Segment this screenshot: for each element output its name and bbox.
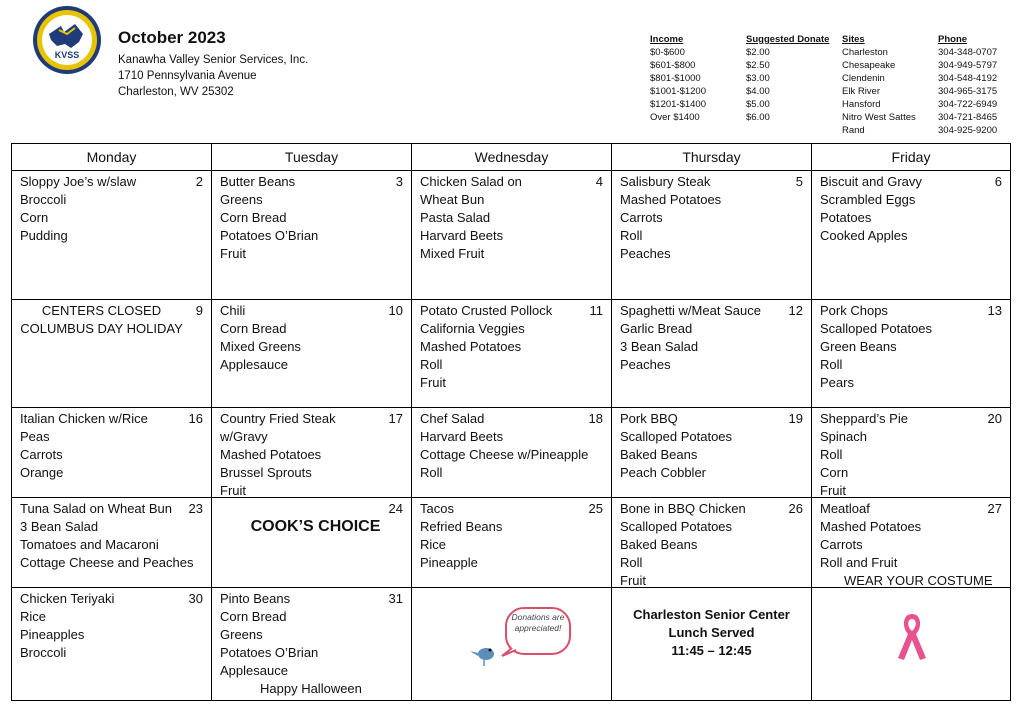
day-number: 19 bbox=[788, 411, 803, 426]
site-row: Chesapeake bbox=[842, 60, 896, 71]
menu-item: Applesauce bbox=[220, 357, 288, 372]
menu-item: Corn bbox=[20, 210, 49, 225]
menu-item: Cooked Apples bbox=[820, 228, 908, 243]
day-cell bbox=[12, 171, 212, 300]
day-header-monday: Monday bbox=[12, 144, 212, 171]
awareness-ribbon-icon bbox=[894, 610, 930, 667]
menu-item: Scalloped Potatoes bbox=[620, 429, 733, 444]
donate-column bbox=[746, 33, 829, 124]
menu-item: Harvard Beets bbox=[420, 228, 504, 243]
menu-item: Garlic Bread bbox=[620, 321, 693, 336]
menu-item: Spaghetti w/Meat Sauce bbox=[620, 303, 761, 318]
menu-item: Fruit bbox=[620, 573, 646, 588]
menu-item: Chicken Salad on bbox=[420, 174, 522, 189]
day-cell bbox=[212, 300, 412, 408]
menu-item: Salisbury Steak bbox=[620, 174, 711, 189]
day-cell bbox=[212, 588, 412, 700]
menu-item: Rice bbox=[20, 609, 47, 624]
day-header-tuesday: Tuesday bbox=[212, 144, 412, 171]
menu-item: Carrots bbox=[620, 210, 663, 225]
menu-item: Harvard Beets bbox=[420, 429, 504, 444]
menu-item: Sheppard’s Pie bbox=[820, 411, 908, 426]
menu-item: Mashed Potatoes bbox=[420, 339, 522, 354]
donate-row: $5.00 bbox=[746, 99, 770, 110]
day-header-friday: Friday bbox=[812, 144, 1010, 171]
menu-item: Peaches bbox=[620, 246, 671, 261]
menu-item: Happy Halloween bbox=[260, 681, 362, 696]
menu-item: Baked Beans bbox=[620, 537, 698, 552]
menu-item: Tuna Salad on Wheat Bun bbox=[20, 501, 173, 516]
menu-item: Greens bbox=[220, 192, 263, 207]
menu-item: 3 Bean Salad bbox=[620, 339, 699, 354]
menu-item: Cottage Cheese and Peaches bbox=[20, 555, 194, 570]
menu-item: Fruit bbox=[220, 483, 246, 498]
menu-item: Roll bbox=[620, 228, 643, 243]
menu-item: Butter Beans bbox=[220, 174, 296, 189]
menu-item: Pork BBQ bbox=[620, 411, 678, 426]
site-row: Rand bbox=[842, 125, 865, 136]
menu-item: Cottage Cheese w/Pineapple bbox=[420, 447, 589, 462]
menu-item: Mixed Fruit bbox=[420, 246, 485, 261]
menu-item: Potato Crusted Pollock bbox=[420, 303, 553, 318]
day-cell bbox=[812, 300, 1010, 408]
day-cell bbox=[412, 300, 612, 408]
day-cell bbox=[212, 408, 412, 498]
donate-row: $2.00 bbox=[746, 47, 770, 58]
menu-item: Chili bbox=[220, 303, 246, 318]
menu-item: Roll bbox=[420, 465, 443, 480]
center-info-line: Charleston Senior Center bbox=[633, 607, 790, 622]
day-header-thursday: Thursday bbox=[612, 144, 812, 171]
income-row: $601-$800 bbox=[650, 60, 696, 71]
site-row: Hansford bbox=[842, 99, 881, 110]
kvss-logo bbox=[31, 4, 103, 76]
day-cell bbox=[12, 588, 212, 700]
day-number: 31 bbox=[388, 591, 403, 606]
day-cell bbox=[412, 498, 612, 588]
menu-item: Country Fried Steak bbox=[220, 411, 336, 426]
menu-item: Chicken Teriyaki bbox=[20, 591, 115, 606]
menu-item: Fruit bbox=[220, 246, 246, 261]
donations-text: Donations are appreciated! bbox=[511, 612, 565, 633]
header-block bbox=[118, 28, 308, 100]
day-cell bbox=[612, 588, 812, 700]
menu-item: Scrambled Eggs bbox=[820, 192, 916, 207]
menu-item: Fruit bbox=[420, 375, 446, 390]
donate-row: $4.00 bbox=[746, 86, 770, 97]
menu-item: Potatoes bbox=[820, 210, 872, 225]
menu-item: Scalloped Potatoes bbox=[620, 519, 733, 534]
menu-item: Roll bbox=[420, 357, 443, 372]
donate-row: $2.50 bbox=[746, 60, 770, 71]
day-cell bbox=[12, 498, 212, 588]
day-number: 18 bbox=[588, 411, 603, 426]
phone-row: 304-348-0707 bbox=[938, 47, 998, 58]
phone-row: 304-949-5797 bbox=[938, 60, 998, 71]
day-number: 2 bbox=[195, 174, 203, 189]
day-cell bbox=[212, 171, 412, 300]
site-row: Clendenin bbox=[842, 73, 885, 84]
page-title: October 2023 bbox=[118, 28, 226, 47]
menu-item: Pinto Beans bbox=[220, 591, 291, 606]
menu-item: Pudding bbox=[20, 228, 68, 243]
donate-header: Suggested Donate bbox=[746, 34, 830, 45]
menu-item: Pineapples bbox=[20, 627, 85, 642]
menu-item: Sloppy Joe’s w/slaw bbox=[20, 174, 137, 189]
menu-item: Fruit bbox=[820, 483, 846, 498]
day-number: 13 bbox=[987, 303, 1002, 318]
day-cell bbox=[612, 300, 812, 408]
day-number: 4 bbox=[595, 174, 603, 189]
menu-item: Roll and Fruit bbox=[820, 555, 898, 570]
phone-row: 304-722-6949 bbox=[938, 99, 998, 110]
day-number: 12 bbox=[788, 303, 803, 318]
day-cell bbox=[412, 171, 612, 300]
cooks-choice: COOK’S CHOICE bbox=[250, 518, 381, 535]
day-number: 9 bbox=[195, 303, 203, 318]
income-row: $801-$1000 bbox=[650, 73, 701, 84]
day-number: 5 bbox=[795, 174, 803, 189]
day-cell bbox=[812, 588, 1010, 700]
menu-item: Tomatoes and Macaroni bbox=[20, 537, 159, 552]
day-cell bbox=[12, 300, 212, 408]
logo-label: KVSS bbox=[54, 50, 80, 60]
menu-item: Potatoes O’Brian bbox=[220, 228, 319, 243]
menu-item: Carrots bbox=[20, 447, 63, 462]
day-header-wednesday: Wednesday bbox=[412, 144, 612, 171]
day-number: 20 bbox=[987, 411, 1002, 426]
day-number: 3 bbox=[395, 174, 403, 189]
day-number: 30 bbox=[188, 591, 203, 606]
day-cell bbox=[412, 408, 612, 498]
menu-item: Bone in BBQ Chicken bbox=[620, 501, 746, 516]
donate-row: $3.00 bbox=[746, 73, 770, 84]
menu-item: Greens bbox=[220, 627, 263, 642]
site-row: Elk River bbox=[842, 86, 881, 97]
holiday-note: COLUMBUS DAY HOLIDAY bbox=[20, 321, 183, 336]
menu-item: Peaches bbox=[620, 357, 671, 372]
day-cell bbox=[612, 171, 812, 300]
site-row: Charleston bbox=[842, 47, 888, 58]
menu-item: Tacos bbox=[420, 501, 454, 516]
day-cell bbox=[812, 498, 1010, 588]
menu-item: Chef Salad bbox=[420, 411, 485, 426]
day-number: 24 bbox=[388, 501, 403, 516]
sites-column bbox=[842, 33, 916, 137]
menu-item: Corn Bread bbox=[220, 609, 287, 624]
menu-item: Broccoli bbox=[20, 192, 67, 207]
day-cell bbox=[812, 408, 1010, 498]
menu-item: Biscuit and Gravy bbox=[820, 174, 922, 189]
menu-item: Baked Beans bbox=[620, 447, 698, 462]
day-cell bbox=[612, 408, 812, 498]
day-cell bbox=[212, 498, 412, 588]
site-row: Nitro West Sattes bbox=[842, 112, 916, 123]
menu-calendar bbox=[11, 143, 1011, 701]
phone-row: 304-548-4192 bbox=[938, 73, 998, 84]
day-number: 27 bbox=[987, 501, 1002, 516]
menu-item: Pears bbox=[820, 375, 854, 390]
menu-item: Meatloaf bbox=[820, 501, 870, 516]
menu-item: Wheat Bun bbox=[420, 192, 485, 207]
menu-item: Peach Cobbler bbox=[620, 465, 706, 480]
phone-header: Phone bbox=[938, 34, 968, 45]
day-number: 10 bbox=[388, 303, 403, 318]
center-info-line: Lunch Served bbox=[668, 625, 755, 640]
day-number: 16 bbox=[188, 411, 203, 426]
donate-row: $6.00 bbox=[746, 112, 770, 123]
sites-header: Sites bbox=[842, 34, 865, 45]
menu-item: Green Beans bbox=[820, 339, 897, 354]
day-cell bbox=[812, 171, 1010, 300]
menu-item: Applesauce bbox=[220, 663, 288, 678]
menu-item: Peas bbox=[20, 429, 50, 444]
center-info-line: 11:45 – 12:45 bbox=[671, 643, 752, 658]
phone-row: 304-721-8465 bbox=[938, 112, 998, 123]
holiday-note: CENTERS CLOSED bbox=[41, 303, 162, 318]
day-number: 11 bbox=[589, 303, 603, 318]
menu-item: California Veggies bbox=[420, 321, 525, 336]
menu-item: Rice bbox=[420, 537, 447, 552]
phone-row: 304-965-3175 bbox=[938, 86, 998, 97]
menu-item: Mashed Potatoes bbox=[220, 447, 322, 462]
menu-item: Refried Beans bbox=[420, 519, 503, 534]
menu-item: Orange bbox=[20, 465, 64, 480]
income-row: $1001-$1200 bbox=[650, 86, 706, 97]
day-number: 23 bbox=[188, 501, 203, 516]
menu-item: Scalloped Potatoes bbox=[820, 321, 933, 336]
phone-row: 304-925-9200 bbox=[938, 125, 998, 136]
day-number: 25 bbox=[588, 501, 603, 516]
menu-item: Pork Chops bbox=[820, 303, 888, 318]
menu-item: WEAR YOUR COSTUME bbox=[844, 573, 993, 588]
menu-item: Pasta Salad bbox=[420, 210, 491, 225]
org-city: Charleston, WV 25302 bbox=[118, 86, 234, 98]
day-cell bbox=[612, 498, 812, 588]
menu-item: Brussel Sprouts bbox=[220, 465, 312, 480]
org-street: 1710 Pennsylvania Avenue bbox=[118, 70, 257, 82]
day-number: 26 bbox=[788, 501, 803, 516]
menu-item: Roll bbox=[820, 357, 843, 372]
income-row: Over $1400 bbox=[650, 112, 700, 123]
income-row: $1201-$1400 bbox=[650, 99, 706, 110]
org-name: Kanawha Valley Senior Services, Inc. bbox=[118, 54, 309, 66]
menu-item: 3 Bean Salad bbox=[20, 519, 99, 534]
menu-item: Corn Bread bbox=[220, 321, 287, 336]
day-cell bbox=[12, 408, 212, 498]
menu-item: Roll bbox=[620, 555, 643, 570]
menu-item: Mixed Greens bbox=[220, 339, 301, 354]
menu-item: Corn bbox=[820, 465, 849, 480]
menu-item: Potatoes O’Brian bbox=[220, 645, 319, 660]
day-number: 17 bbox=[388, 411, 403, 426]
day-cell bbox=[412, 588, 612, 700]
menu-item: Corn Bread bbox=[220, 210, 287, 225]
menu-item: Mashed Potatoes bbox=[820, 519, 922, 534]
menu-item: Broccoli bbox=[20, 645, 67, 660]
menu-item: Pineapple bbox=[420, 555, 478, 570]
income-header: Income bbox=[650, 34, 684, 45]
menu-item: Carrots bbox=[820, 537, 863, 552]
menu-item: Mashed Potatoes bbox=[620, 192, 722, 207]
phone-column bbox=[938, 33, 997, 137]
menu-item: Spinach bbox=[820, 429, 867, 444]
income-row: $0-$600 bbox=[650, 47, 685, 58]
menu-item: Italian Chicken w/Rice bbox=[20, 411, 148, 426]
day-number: 6 bbox=[994, 174, 1002, 189]
menu-item: w/Gravy bbox=[220, 429, 268, 444]
income-column bbox=[650, 33, 706, 124]
menu-item: Roll bbox=[820, 447, 843, 462]
